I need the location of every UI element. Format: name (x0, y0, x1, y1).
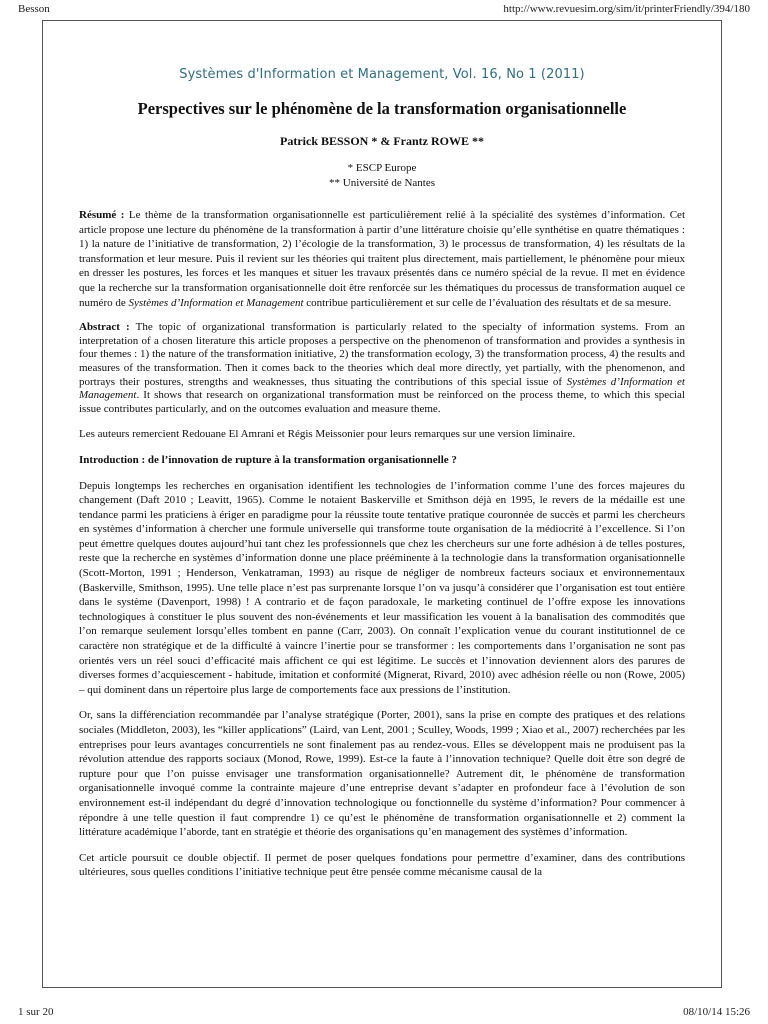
resume-paragraph (79, 208, 685, 310)
resume-text-1: Le thème de la transformation organisationnelle est particulièrement relié à la spécialité des systèmes d’information. Cet article propose une lecture du phénomène de la transformation à partir d’une littérature choisie qu’elle synthétise en quatre thématiques : 1) la nature de l’initiative de transformation, 2) l’écologie de la transformation, 3) le processus de transformation, 4) les résultats de la transformation et leur mesure. Puis il revient sur les théories qui traitent plus directement, mais partiellement, le phénomène pour mieux en dresser les postures, les forces et les manques et situer les travaux présentés dans ce numéro spécial de la revue. Il met en évidence que la recherche sur la transformation organisationnelle doit être renforcée sur les thématiques du processus de transformation auquel ce numéro de (79, 209, 685, 309)
print-footer (18, 1006, 750, 1018)
resume-text-2: contribue particulièrement et sur celle de l’évaluation des résultats et de sa mesure. (303, 296, 672, 309)
abstract-paragraph (79, 321, 685, 416)
acknowledgement: Les auteurs remercient Redouane El Amrani et Régis Meissonier pour leurs remarques sur une version liminaire. (79, 428, 576, 441)
print-header (18, 3, 750, 15)
abstract-text-1: The topic of organizational transformation is particularly related to the specialty of information systems. From an interpretation of a chosen literature this article proposes a perspective on the phenomenon of transformation and provides a synthesis in four themes : 1) the nature of the transformation initiative, 2) the transformation ecology, 3) the transformation process, 4) the results and measures of the transformation. Then it comes back to the theories which deal more directly, yet partially, with the phenomenon, and portrays their postures, strengths and weaknesses, thus situating the contributions of this special issue of (79, 321, 685, 388)
section-heading: Introduction : de l’innovation de rupture à la transformation organisationnelle ? (79, 453, 457, 466)
print-header-left: Besson (18, 3, 50, 15)
affiliation-2: ** Université de Nantes (329, 177, 435, 189)
print-timestamp: 08/10/14 15:26 (683, 1006, 750, 1018)
article-body (79, 208, 685, 891)
body-paragraph-3: Cet article poursuit ce double objectif. Il permet de poser quelques fondations pour permettre d’examiner, dans des contributions ultérieures, sous quelles conditions l’initiative technique peut être pensée comme mécanisme causal de la (79, 851, 685, 879)
print-header-url: http://www.revuesim.org/sim/it/printerFriendly/394/180 (503, 3, 750, 15)
article-authors: Patrick BESSON * & Frantz ROWE ** (280, 134, 484, 148)
body-paragraph-1: Depuis longtemps les recherches en organisation identifient les technologies de l’information comme l’une des forces majeures du changement (Daft 2010 ; Leavitt, 1965). Comme le notaient Baskerville et Smithson déjà en 1995, le revers de la médaille est une tendance parmi les praticiens à ériger en paradigme pour la réussite toute tentative pratique couronnée de succès et parmi les chercheurs en systèmes d’information à chercher une formule universelle qui transforme toute organisation de la médiocrité à l’excellence. Si l’on peut émettre quelques doutes aujourd’hui tant chez les professionnels que chez les chercheurs sur une forte adhésion à de telles postures, reste que la recherche en systèmes d’information donne une place prééminente à la technologie dans la transformation organisationnelle (Scott-Morton, 1991 ; Henderson, Venkatraman, 1993) au risque de négliger de nombreux facteurs sociaux et environnementaux (Baskerville, Smithson, 1995). Une telle place n’est pas surprenante lorsque l’on va jusqu’à considérer que l’organisation est tout entière dans le système (Davenport, 1998) ! A contrario et de façon paradoxale, le marketing continuel de l’offre expose les innovations technologiques à constituer le plus souvent des non-événements et leur massification les vouent à la banalisation des commodités que l’on remarque seulement lorsqu’elles tombent en panne (Carr, 2003). On connaît l’explication venue du courant institutionnel de ce caractère non stratégique et de la difficulté à vaincre l’inertie pour se transformer : les comportements dans l’organisation ne sont pas orientés vers un réel souci d’efficacité mais affichent ce qui est légitime. Le succès et l’innovation deviennent alors des parures de diverses formes d’acquiescement - habitude, imitation et conformité (Mignerat, Rivard, 2010) avec adhésion réelle ou non (Rowe, 2005) – qui dominent dans un répertoire plus large de comportements face aux pressions de l’institution. (79, 479, 685, 696)
document-frame (42, 20, 722, 988)
page-count: 1 sur 20 (18, 1006, 54, 1018)
affiliation-1: * ESCP Europe (347, 162, 417, 174)
abstract-journal-italic: Systèmes d’Information et Management (79, 375, 685, 402)
abstract-label: Abstract : (79, 321, 130, 334)
body-paragraph-2: Or, sans la différenciation recommandée par l’analyse stratégique (Porter, 2001), sans la prise en compte des pratiques et des relations sociales (Middleton, 2003), les “killer applications” (Laird, van Lent, 2001 ; Sculley, Woods, 1999 ; Xiao et al., 2007) recherchées par les entreprises pour leurs avantages concurrentiels ne sont finalement pas au rendez-vous. Elles se développent mais ne produisent pas la révolution attendue des rapports sociaux (Monod, Rowe, 1999). Est-ce la faute à l’innovation technique? Quelle doit être son degré de rupture pour que l’on puisse envisager une transformation organisationnelle? Autrement dit, le phénomène de transformation organisationnelle invoqué comme la contrainte majeure d’une entreprise devant s’adapter en profondeur face à l’évolution de son environnement est-il indépendant du degré d’innovation technologique ou fonctionnelle du système d’information? Pour commencer à répondre à une telle question il faut comprendre 1) ce qu’est le phénomène de transformation organisationnelle et 2) comment la littérature académique l’aborde, tant en stratégie et théorie des organisations qu’en management des systèmes d’information. (79, 709, 685, 839)
affiliations (43, 161, 721, 191)
article-title: Perspectives sur le phénomène de la transformation organisationnelle (137, 99, 627, 118)
journal-title: Systèmes d'Information et Management, Vol. 16, No 1 (2011) (179, 67, 585, 82)
resume-label: Résumé : (79, 209, 125, 221)
resume-journal-italic: Systèmes d’Information et Management (128, 296, 304, 309)
abstract-text-2: . It shows that research on organizational transformation must be reinforced on the process theme, to which this special issue contributes particularly, and on the outcomes evaluation and measure theme. (79, 389, 685, 415)
